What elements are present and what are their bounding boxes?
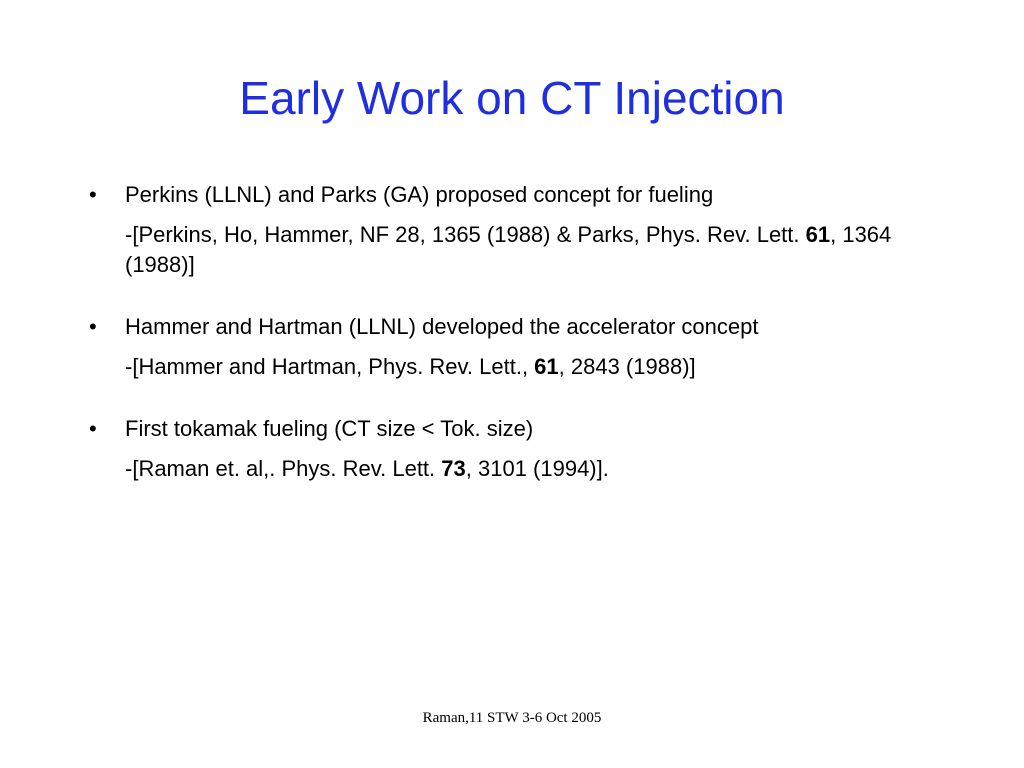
reference-text-after: , 3101 (1994)].: [465, 456, 609, 481]
bullet-text: Perkins (LLNL) and Parks (GA) proposed concept for fueling: [125, 182, 714, 207]
bullet-item: [87, 178, 967, 280]
reference-line: [87, 352, 967, 382]
reference-volume: 61: [534, 354, 559, 379]
bullet-text-line: [87, 310, 967, 344]
slide-content: [87, 178, 967, 514]
reference-volume: 61: [805, 222, 831, 247]
bullet-text-line: [87, 412, 967, 446]
reference-volume: 73: [441, 456, 466, 481]
reference-line: [87, 454, 967, 484]
reference-text-before: -[Perkins, Ho, Hammer, NF 28, 1365 (1988) & Parks, Phys. Rev. Lett.: [125, 222, 806, 247]
reference-text-after: , 1364 (1988)]: [125, 222, 892, 277]
bullet-icon: •: [89, 314, 97, 339]
reference-text-before: -[Hammer and Hartman, Phys. Rev. Lett.,: [125, 354, 535, 379]
slide-title: Early Work on CT Injection: [239, 72, 785, 124]
bullet-icon: •: [89, 182, 97, 207]
bullet-icon: •: [89, 416, 97, 441]
reference-text-after: , 2843 (1988)]: [558, 354, 696, 379]
bullet-item: [87, 310, 967, 382]
bullet-text: First tokamak fueling (CT size < Tok. size): [125, 416, 534, 441]
reference-line: [87, 220, 967, 280]
reference-text-before: -[Raman et. al,. Phys. Rev. Lett.: [125, 456, 442, 481]
bullet-text-line: [87, 178, 967, 212]
bullet-text: Hammer and Hartman (LLNL) developed the accelerator concept: [125, 314, 759, 339]
slide-footer: Raman,11 STW 3-6 Oct 2005: [422, 710, 602, 726]
bullet-item: [87, 412, 967, 484]
